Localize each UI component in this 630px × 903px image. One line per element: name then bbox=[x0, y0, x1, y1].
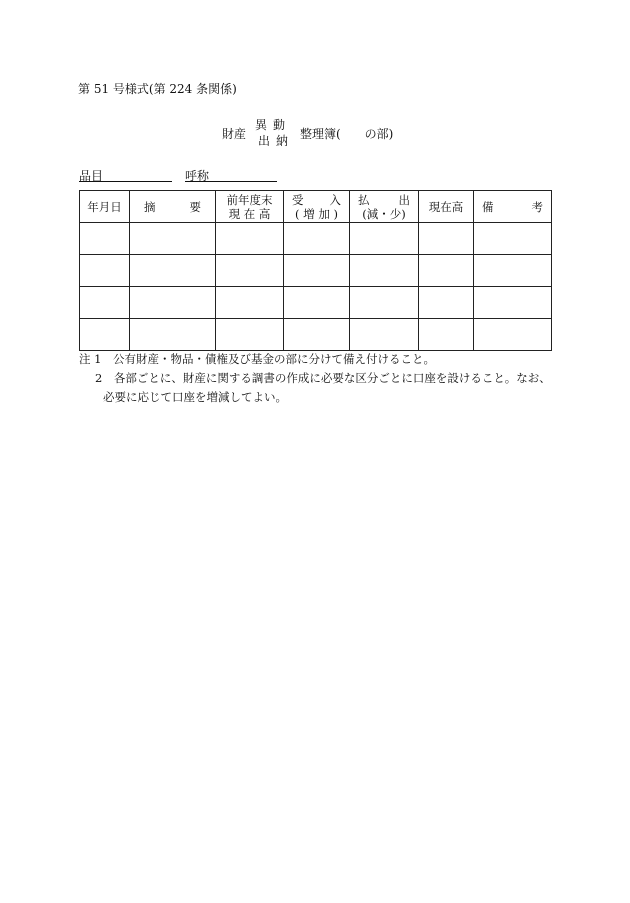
header-recv-a: 受 bbox=[292, 192, 304, 207]
table-cell[interactable] bbox=[80, 223, 130, 255]
header-payments bbox=[350, 191, 419, 223]
table-cell[interactable] bbox=[216, 255, 284, 287]
header-remarks-right: 考 bbox=[531, 199, 543, 214]
table-row bbox=[80, 223, 552, 255]
table-cell[interactable] bbox=[216, 223, 284, 255]
table-cell[interactable] bbox=[80, 319, 130, 351]
header-pay-b: 出 bbox=[398, 192, 410, 207]
header-remarks-left: 備 bbox=[482, 199, 494, 214]
table-cell[interactable] bbox=[350, 255, 419, 287]
item-underline bbox=[79, 181, 172, 182]
header-prev-balance bbox=[216, 191, 284, 223]
header-prev-line2: 現 在 高 bbox=[228, 206, 271, 221]
table-cell[interactable] bbox=[130, 223, 216, 255]
header-summary-right: 要 bbox=[189, 199, 201, 214]
table-cell[interactable] bbox=[474, 223, 552, 255]
table-cell[interactable] bbox=[284, 319, 350, 351]
table-cell[interactable] bbox=[350, 319, 419, 351]
item-label: 品目 bbox=[79, 169, 104, 183]
header-current: 現在高 bbox=[419, 191, 474, 223]
title-stacked-bottom: 出納 bbox=[258, 134, 295, 148]
table-cell[interactable] bbox=[130, 287, 216, 319]
title-prefix: 財産 bbox=[222, 127, 247, 141]
header-recv-b: 入 bbox=[329, 192, 341, 207]
name-label: 呼称 bbox=[185, 169, 210, 183]
table-cell[interactable] bbox=[130, 255, 216, 287]
table-cell[interactable] bbox=[419, 319, 474, 351]
title-suffix: 整理簿( の部) bbox=[300, 127, 394, 141]
table-row bbox=[80, 255, 552, 287]
header-receipts bbox=[284, 191, 350, 223]
title-stacked-top: 異動 bbox=[255, 118, 292, 132]
table-cell[interactable] bbox=[419, 255, 474, 287]
name-underline bbox=[185, 181, 277, 182]
table-cell[interactable] bbox=[474, 287, 552, 319]
table-cell[interactable] bbox=[130, 319, 216, 351]
table-cell[interactable] bbox=[284, 287, 350, 319]
table-cell[interactable] bbox=[350, 223, 419, 255]
header-pay-sub: (減・少) bbox=[362, 206, 406, 221]
table-cell[interactable] bbox=[80, 287, 130, 319]
ledger-table bbox=[79, 190, 552, 351]
header-prev-line1: 前年度末 bbox=[226, 192, 273, 207]
header-date: 年月日 bbox=[80, 191, 130, 223]
header-summary-left: 摘 bbox=[144, 199, 156, 214]
table-cell[interactable] bbox=[284, 223, 350, 255]
table-cell[interactable] bbox=[216, 319, 284, 351]
header-remarks bbox=[474, 191, 552, 223]
header-summary bbox=[130, 191, 216, 223]
header-recv-sub: ( 増 加 ) bbox=[295, 206, 338, 221]
table-row bbox=[80, 287, 552, 319]
header-pay-a: 払 bbox=[358, 192, 370, 207]
table-cell[interactable] bbox=[350, 287, 419, 319]
table-cell[interactable] bbox=[216, 287, 284, 319]
table-cell[interactable] bbox=[284, 255, 350, 287]
table-cell[interactable] bbox=[419, 223, 474, 255]
header-row bbox=[80, 191, 552, 223]
form-number: 第 51 号様式(第 224 条関係) bbox=[78, 82, 237, 96]
table-cell[interactable] bbox=[474, 255, 552, 287]
note-2-line-2: 必要に応じて口座を増減してよい。 bbox=[103, 390, 287, 404]
table-cell[interactable] bbox=[80, 255, 130, 287]
note-1: 注 1 公有財産・物品・債権及び基金の部に分けて備え付けること。 bbox=[79, 352, 435, 366]
table-cell[interactable] bbox=[419, 287, 474, 319]
table-cell[interactable] bbox=[474, 319, 552, 351]
note-2-line-1: 2 各部ごとに、財産に関する調書の作成に必要な区分ごとに口座を設けること。なお、 bbox=[95, 371, 551, 385]
table-row bbox=[80, 319, 552, 351]
